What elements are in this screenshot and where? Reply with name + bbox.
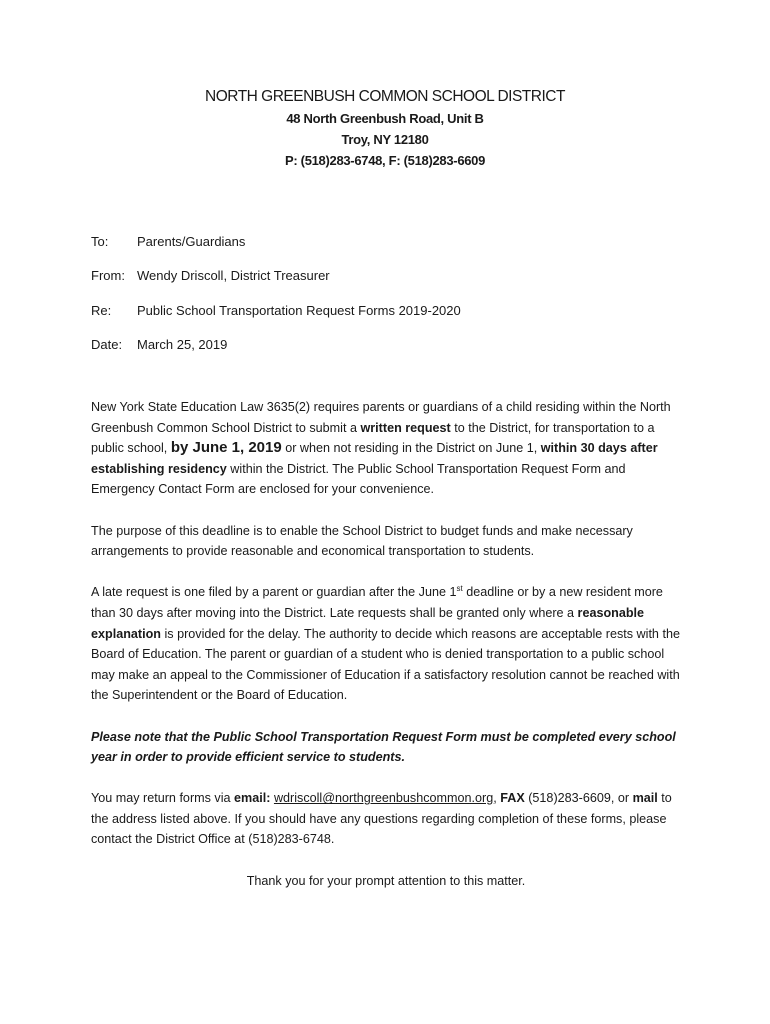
ordinal-suffix: st — [456, 584, 463, 594]
p3-text-b: deadline or by a new resident more than 30 days after moving into the District. Late requests shall be granted only where a — [91, 585, 663, 620]
date-value: March 25, 2019 — [137, 336, 228, 352]
email-label: email: — [234, 791, 271, 806]
paragraph-purpose: The purpose of this deadline is to enable the School District to budget funds and make necessary arrangements to provide reasonable and economical transportation to students. — [91, 523, 633, 559]
memo-header — [91, 234, 461, 371]
memo-date-row — [91, 337, 461, 371]
residency-emphasis: within 30 days after establishing residency — [91, 441, 658, 476]
fax-number: (518)283-6609, or — [524, 791, 633, 806]
paragraph-late-request — [91, 582, 681, 706]
address-line-1: 48 North Greenbush Road, Unit B — [286, 111, 484, 126]
from-label: From: — [91, 268, 125, 284]
p1-text-c: to the District, for transportation to a public school, — [91, 420, 655, 456]
closing-line: Thank you for your prompt attention to this matter. — [246, 873, 526, 888]
district-name: NORTH GREENBUSH COMMON SCHOOL DISTRICT — [205, 88, 565, 105]
phone-fax-line: P: (518)283-6748, F: (518)283-6609 — [284, 153, 486, 168]
p4-comma: , — [493, 791, 501, 806]
p4-text-b: to the address listed above. If you should have any questions regarding completion of these forms, please contact the District Office at (518)283-6748. — [91, 791, 672, 847]
letter-body — [91, 397, 681, 912]
re-label: Re: — [91, 302, 112, 318]
memo-from-row — [91, 268, 461, 302]
p1-text-a: New York State Education Law 3635(2) requires parents or guardians of a child residing within the North Greenbush Common School District to submit a — [91, 400, 671, 435]
fax-label: FAX — [500, 791, 525, 806]
re-value: Public School Transportation Request Forms 2019-2020 — [137, 302, 461, 318]
address-line-2: Troy, NY 12180 — [341, 132, 429, 147]
p1-text-g: within the District. The Public School Transportation Request Form and Emergency Contact Form are enclosed for your convenience. — [91, 461, 626, 497]
date-label: Date: — [91, 336, 123, 352]
to-label: To: — [91, 234, 109, 249]
letterhead — [0, 86, 770, 171]
reasonable-explanation-emphasis: reasonable explanation — [91, 605, 645, 641]
paragraph-note: Please note that the Public School Transportation Request Form must be completed every school year in order to provide efficient service to students. — [91, 729, 676, 765]
memo-re-row — [91, 303, 461, 337]
written-request-emphasis: written request — [360, 420, 451, 435]
p4-text-a: You may return forms via — [91, 791, 235, 806]
paragraph-return — [91, 788, 681, 850]
mail-label: mail — [632, 791, 658, 806]
memo-to-row — [91, 234, 461, 268]
from-value: Wendy Driscoll, District Treasurer — [137, 268, 330, 284]
p3-text-d: is provided for the delay. The authority to decide which reasons are acceptable rests with the Board of Education. The parent or guardian of a student who is denied transportation to a public school may make an appeal to the Commissioner of Education if a satisfactory resolution cannot be reached with the Superintendent or the Board of Education. — [91, 626, 680, 703]
p1-text-e: or when not residing in the District on June 1, — [281, 441, 541, 456]
p3-text-a: A late request is one filed by a parent or guardian after the June 1 — [91, 585, 457, 600]
deadline-emphasis: by June 1, 2019 — [170, 439, 282, 457]
email-link[interactable]: wdriscoll@northgreenbushcommon.org — [273, 791, 494, 806]
paragraph-law — [91, 397, 681, 500]
to-value: Parents/Guardians — [137, 234, 246, 249]
